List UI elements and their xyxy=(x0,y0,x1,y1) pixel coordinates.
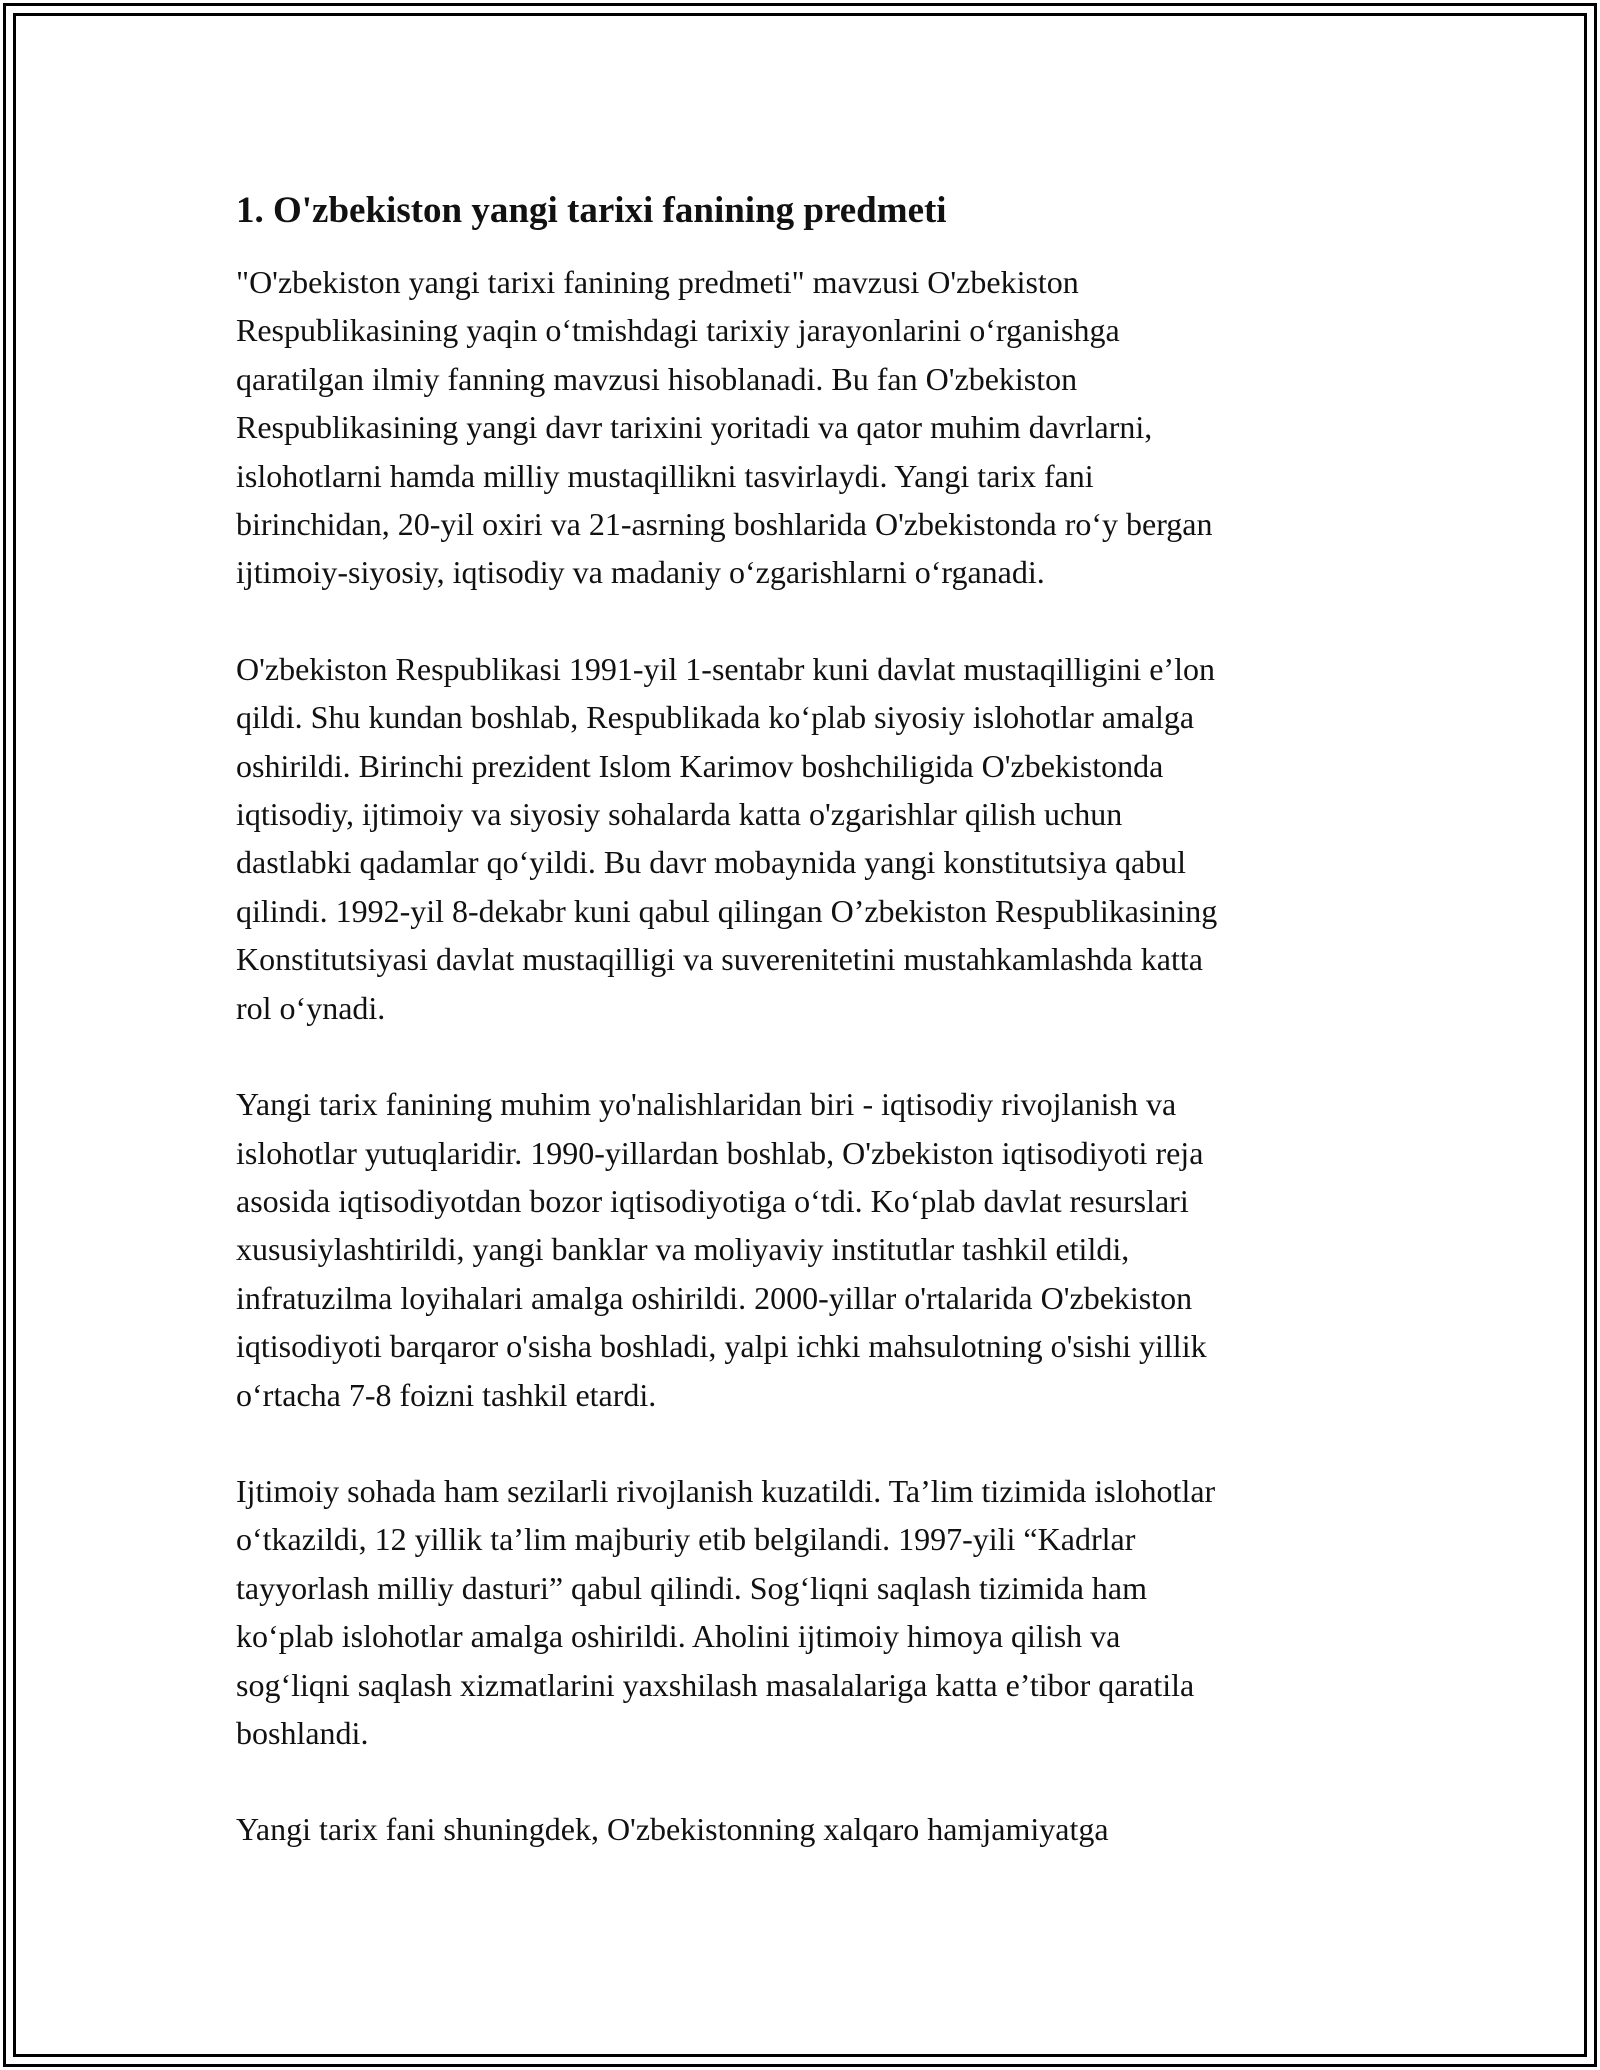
document-body xyxy=(236,186,1366,1902)
paragraph-line: koʻplab islohotlar amalga oshirildi. Aholini ijtimoiy himoya qilish va xyxy=(236,1618,1121,1655)
paragraph-line: Ijtimoiy sohada ham sezilarli rivojlanish kuzatildi. Ta’lim tizimida islohotlar xyxy=(236,1472,1216,1509)
paragraph-list xyxy=(236,258,1366,1854)
paragraph-line: Yangi tarix fanining muhim yo'nalishlaridan biri - iqtisodiy rivojlanish va xyxy=(236,1086,1177,1123)
paragraph-line: Respublikasining yaqin oʻtmishdagi tarixiy jarayonlarini oʻrganishga xyxy=(236,312,1120,349)
paragraph-line: Yangi tarix fani shuningdek, O'zbekistonning xalqaro hamjamiyatga xyxy=(236,1811,1109,1848)
paragraph-line: rol oʻynadi. xyxy=(236,989,386,1026)
paragraph-line: qildi. Shu kundan boshlab, Respublikada koʻplab siyosiy islohotlar amalga xyxy=(236,699,1195,736)
paragraph-line: iqtisodiy, ijtimoiy va siyosiy sohalarda katta o'zgarishlar qilish uchun xyxy=(236,796,1123,833)
paragraph-line: boshlandi. xyxy=(236,1714,369,1751)
paragraph-line: sogʻliqni saqlash xizmatlarini yaxshilash masalalariga katta e’tibor qaratila xyxy=(236,1666,1195,1703)
paragraph-line: infratuzilma loyihalari amalga oshirildi. 2000-yillar o'rtalarida O'zbekiston xyxy=(236,1279,1193,1316)
paragraph-line: Konstitutsiyasi davlat mustaqilligi va suverenitetini mustahkamlashda katta xyxy=(236,941,1203,978)
paragraph-line: tayyorlash milliy dasturi” qabul qilindi. Sogʻliqni saqlash tizimida ham xyxy=(236,1569,1147,1606)
paragraph-line: oʻrtacha 7-8 foizni tashkil etardi. xyxy=(236,1376,657,1413)
paragraph-line: xususiylashtirildi, yangi banklar va moliyaviy institutlar tashkil etildi, xyxy=(236,1231,1130,1268)
paragraph-line: iqtisodiyoti barqaror o'sisha boshladi, yalpi ichki mahsulotning o'sishi yillik xyxy=(236,1328,1207,1365)
paragraph xyxy=(236,258,1366,597)
paragraph xyxy=(236,1467,1366,1757)
paragraph-line: birinchidan, 20-yil oxiri va 21-asrning boshlarida O'zbekistonda roʻy bergan xyxy=(236,506,1213,543)
paragraph-line: islohotlar yutuqlaridir. 1990-yillardan boshlab, O'zbekiston iqtisodiyoti reja xyxy=(236,1134,1204,1171)
paragraph-line: dastlabki qadamlar qoʻyildi. Bu davr mobaynida yangi konstitutsiya qabul xyxy=(236,844,1187,881)
paragraph-line: ijtimoiy-siyosiy, iqtisodiy va madaniy oʻzgarishlarni oʻrganadi. xyxy=(236,554,1045,591)
paragraph xyxy=(236,1805,1366,1853)
paragraph-line: Respublikasining yangi davr tarixini yoritadi va qator muhim davrlarni, xyxy=(236,409,1153,446)
paragraph-line: asosida iqtisodiyotdan bozor iqtisodiyotiga oʻtdi. Koʻplab davlat resurslari xyxy=(236,1182,1189,1219)
section-heading: 1. O'zbekiston yangi tarixi fanining predmeti xyxy=(236,190,947,231)
paragraph-line: oshirildi. Birinchi prezident Islom Karimov boshchiligida O'zbekistonda xyxy=(236,747,1164,784)
paragraph-line: O'zbekiston Respublikasi 1991-yil 1-sentabr kuni davlat mustaqilligini e’lon xyxy=(236,650,1215,687)
paragraph-line: qaratilgan ilmiy fanning mavzusi hisoblanadi. Bu fan O'zbekiston xyxy=(236,360,1078,397)
paragraph-line: qilindi. 1992-yil 8-dekabr kuni qabul qilingan O’zbekiston Respublikasining xyxy=(236,892,1218,929)
paragraph xyxy=(236,645,1366,1032)
paragraph-line: oʻtkazildi, 12 yillik ta’lim majburiy etib belgilandi. 1997-yili “Kadrlar xyxy=(236,1521,1136,1558)
paragraph-line: "O'zbekiston yangi tarixi fanining predmeti" mavzusi O'zbekiston xyxy=(236,264,1079,300)
paragraph-line: islohotlarni hamda milliy mustaqillikni tasvirlaydi. Yangi tarix fani xyxy=(236,457,1094,494)
paragraph xyxy=(236,1080,1366,1419)
